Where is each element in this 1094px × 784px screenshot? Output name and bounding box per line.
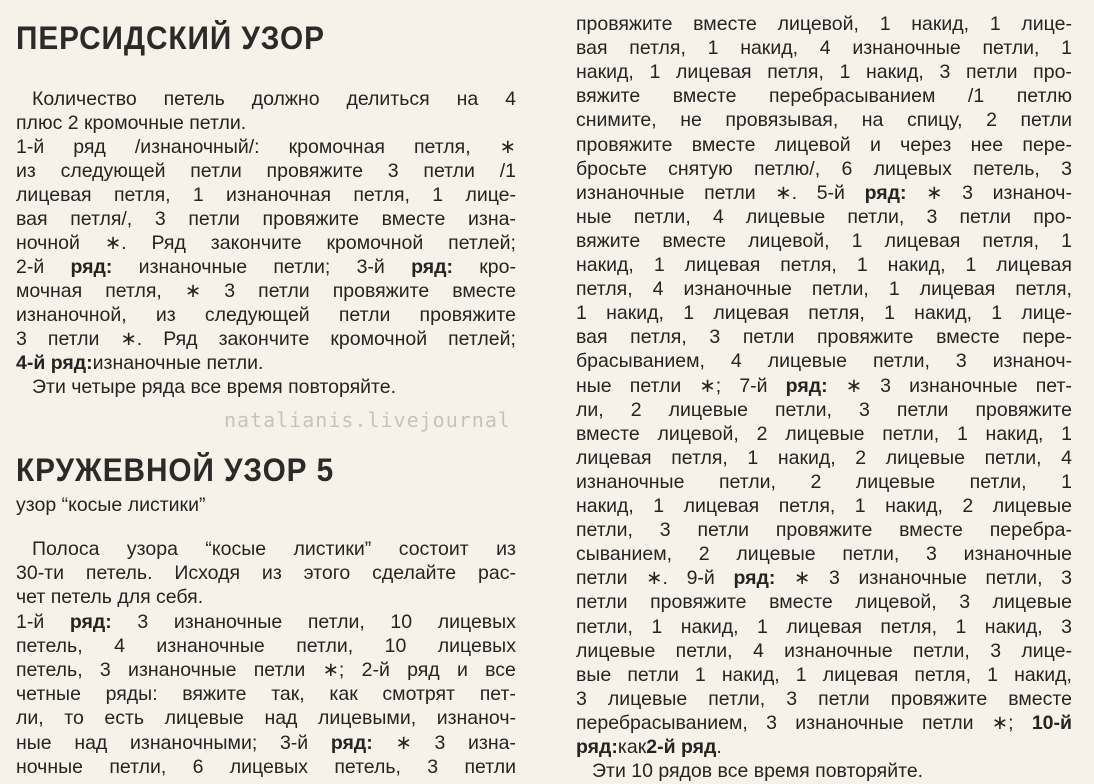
- text-line: снимите, не провязывая, на спицу, 2 петли: [576, 109, 1072, 132]
- text-line: вместе лицевой, 2 лицевые петли, 1 накид, 1: [576, 422, 1072, 445]
- text-line: петли провяжите вместе лицевой, 3 лицевые: [576, 591, 1072, 614]
- text-line: изнаночные петли, 2 лицевые петли, 1: [576, 470, 1072, 493]
- watermark: natalianis.livejournal: [224, 408, 511, 432]
- title-persian-pattern: ПЕРСИДСКИЙ УЗОР: [16, 20, 325, 56]
- text-line: Эти четыре ряда все время повторяйте.: [32, 376, 397, 398]
- text-line: ные петли, 4 лицевые петли, 3 петли про-: [576, 205, 1072, 228]
- text-line: бросьте снятую петлю/, 6 лицевых петель, 3: [576, 157, 1072, 180]
- text-line: вяжите вместе лицевой, 1 лицевая петля, 1: [576, 229, 1072, 252]
- text-line: перебрасыванием, 3 изнаночные петли ∗; 10-й: [576, 711, 1072, 734]
- text-line: Количество петель должно делиться на 4: [32, 88, 516, 110]
- text-line: вяжите вместе перебрасыванием /1 петлю: [576, 85, 1072, 108]
- text-line: сыванием, 2 лицевые петли, 3 изнаночные: [576, 543, 1072, 566]
- text-line: 1 накид, 1 лицевая петля, 1 накид, 1 лице-: [576, 302, 1072, 325]
- text-line: 1-й ряд /изнаночный/: кромочная петля, ∗: [16, 136, 516, 158]
- text-line: петли, 3 петли провяжите вместе перебра-: [576, 519, 1072, 542]
- text-line: 2-й ряд: изнаночные петли; 3-й ряд: кро-: [16, 256, 516, 278]
- text-line: 1-й ряд: 3 изнаночные петли, 10 лицевых: [16, 610, 516, 633]
- text-line: вая петля, 1 накид, 4 изнаночные петли, 1: [576, 37, 1072, 60]
- text-line: накид, 1 лицевая петля, 1 накид, 3 петли про-: [576, 61, 1072, 84]
- text-line: ночные петли, 6 лицевых петель, 3 петли: [16, 755, 516, 778]
- text-line: провяжите вместе лицевой и через нее пере-: [576, 133, 1072, 156]
- text-line: вые петли 1 накид, 1 лицевая петля, 1 накид,: [576, 663, 1072, 686]
- text-line: петель, 3 изнаночные петли ∗; 2-й ряд и все: [16, 659, 516, 681]
- text-line: петель, 4 изнаночные петли, 10 лицевых: [16, 634, 516, 657]
- title-lace-pattern-5: КРУЖЕВНОЙ УЗОР 5: [16, 452, 335, 488]
- text-line: четные ряды: вяжите так, как смотрят пет-: [16, 683, 516, 706]
- text-line: лицевая петля, 1 накид, 2 лицевые петли, 4: [576, 446, 1072, 469]
- text-line: ные петли ∗; 7-й ряд: ∗ 3 изнаночные пет-: [576, 374, 1072, 397]
- text-line: мочная петля, ∗ 3 петли провяжите вместе: [16, 280, 516, 302]
- text-line: плюс 2 кромочные петли.: [16, 112, 247, 134]
- text-line: провяжите вместе лицевой, 1 накид, 1 лице-: [576, 13, 1072, 35]
- text-line: 30-ти петель. Исходя из этого сделайте рас-: [16, 562, 516, 585]
- text-line: ли, то есть лицевые над лицевыми, изнаноч-: [16, 707, 516, 730]
- text-line: лицевые петли, 4 изнаночные петли, 3 лице-: [576, 639, 1072, 662]
- text-line: петли ∗. 9-й ряд: ∗ 3 изнаночные петли, 3: [576, 567, 1072, 590]
- text-line: изнаночной, из следующей петли провяжите: [16, 304, 516, 326]
- text-line: 4-й ряд: изнаночные петли.: [16, 352, 264, 374]
- text-line: 3 лицевые петли, 3 петли провяжите вместе: [576, 687, 1072, 710]
- text-line: ночной ∗. Ряд закончите кромочной петлей;: [16, 232, 516, 254]
- text-line: изнаночные петли ∗. 5-й ряд: ∗ 3 изнаноч-: [576, 181, 1072, 204]
- text-line: 3 петли ∗. Ряд закончите кромочной петлей;: [16, 328, 516, 350]
- text-line: чет петель для себя.: [16, 586, 204, 609]
- text-line: накид, 1 лицевая петля, 1 накид, 1 лицевая: [576, 254, 1072, 276]
- text-line: Эти 10 рядов все время повторяйте.: [592, 760, 924, 783]
- text-line: петли, 1 накид, 1 лицевая петля, 1 накид, 3: [576, 615, 1072, 638]
- text-line: брасыванием, 4 лицевые петли, 3 изнаноч-: [576, 350, 1072, 373]
- text-line: накид, 1 лицевая петля, 1 накид, 2 лицевые: [576, 495, 1072, 517]
- text-line: вая петля/, 3 петли провяжите вместе изна-: [16, 208, 516, 230]
- text-line: ли, 2 лицевые петли, 3 петли провяжите: [576, 398, 1072, 421]
- text-line: ные над изнаночными; 3-й ряд: ∗ 3 изна-: [16, 731, 516, 754]
- subtitle-slanted-leaves: узор “косые листики”: [16, 494, 206, 516]
- text-line: вая петля, 3 петли провяжите вместе пере-: [576, 326, 1072, 349]
- text-line: Полоса узора “косые листики” состоит из: [32, 538, 516, 560]
- text-line: из следующей петли провяжите 3 петли /1: [16, 160, 516, 182]
- text-line: петля, 4 изнаночные петли, 1 лицевая петля,: [576, 278, 1072, 301]
- text-line: ряд: как 2-й ряд .: [576, 736, 722, 758]
- text-line: лицевая петля, 1 изнаночная петля, 1 лице-: [16, 184, 516, 206]
